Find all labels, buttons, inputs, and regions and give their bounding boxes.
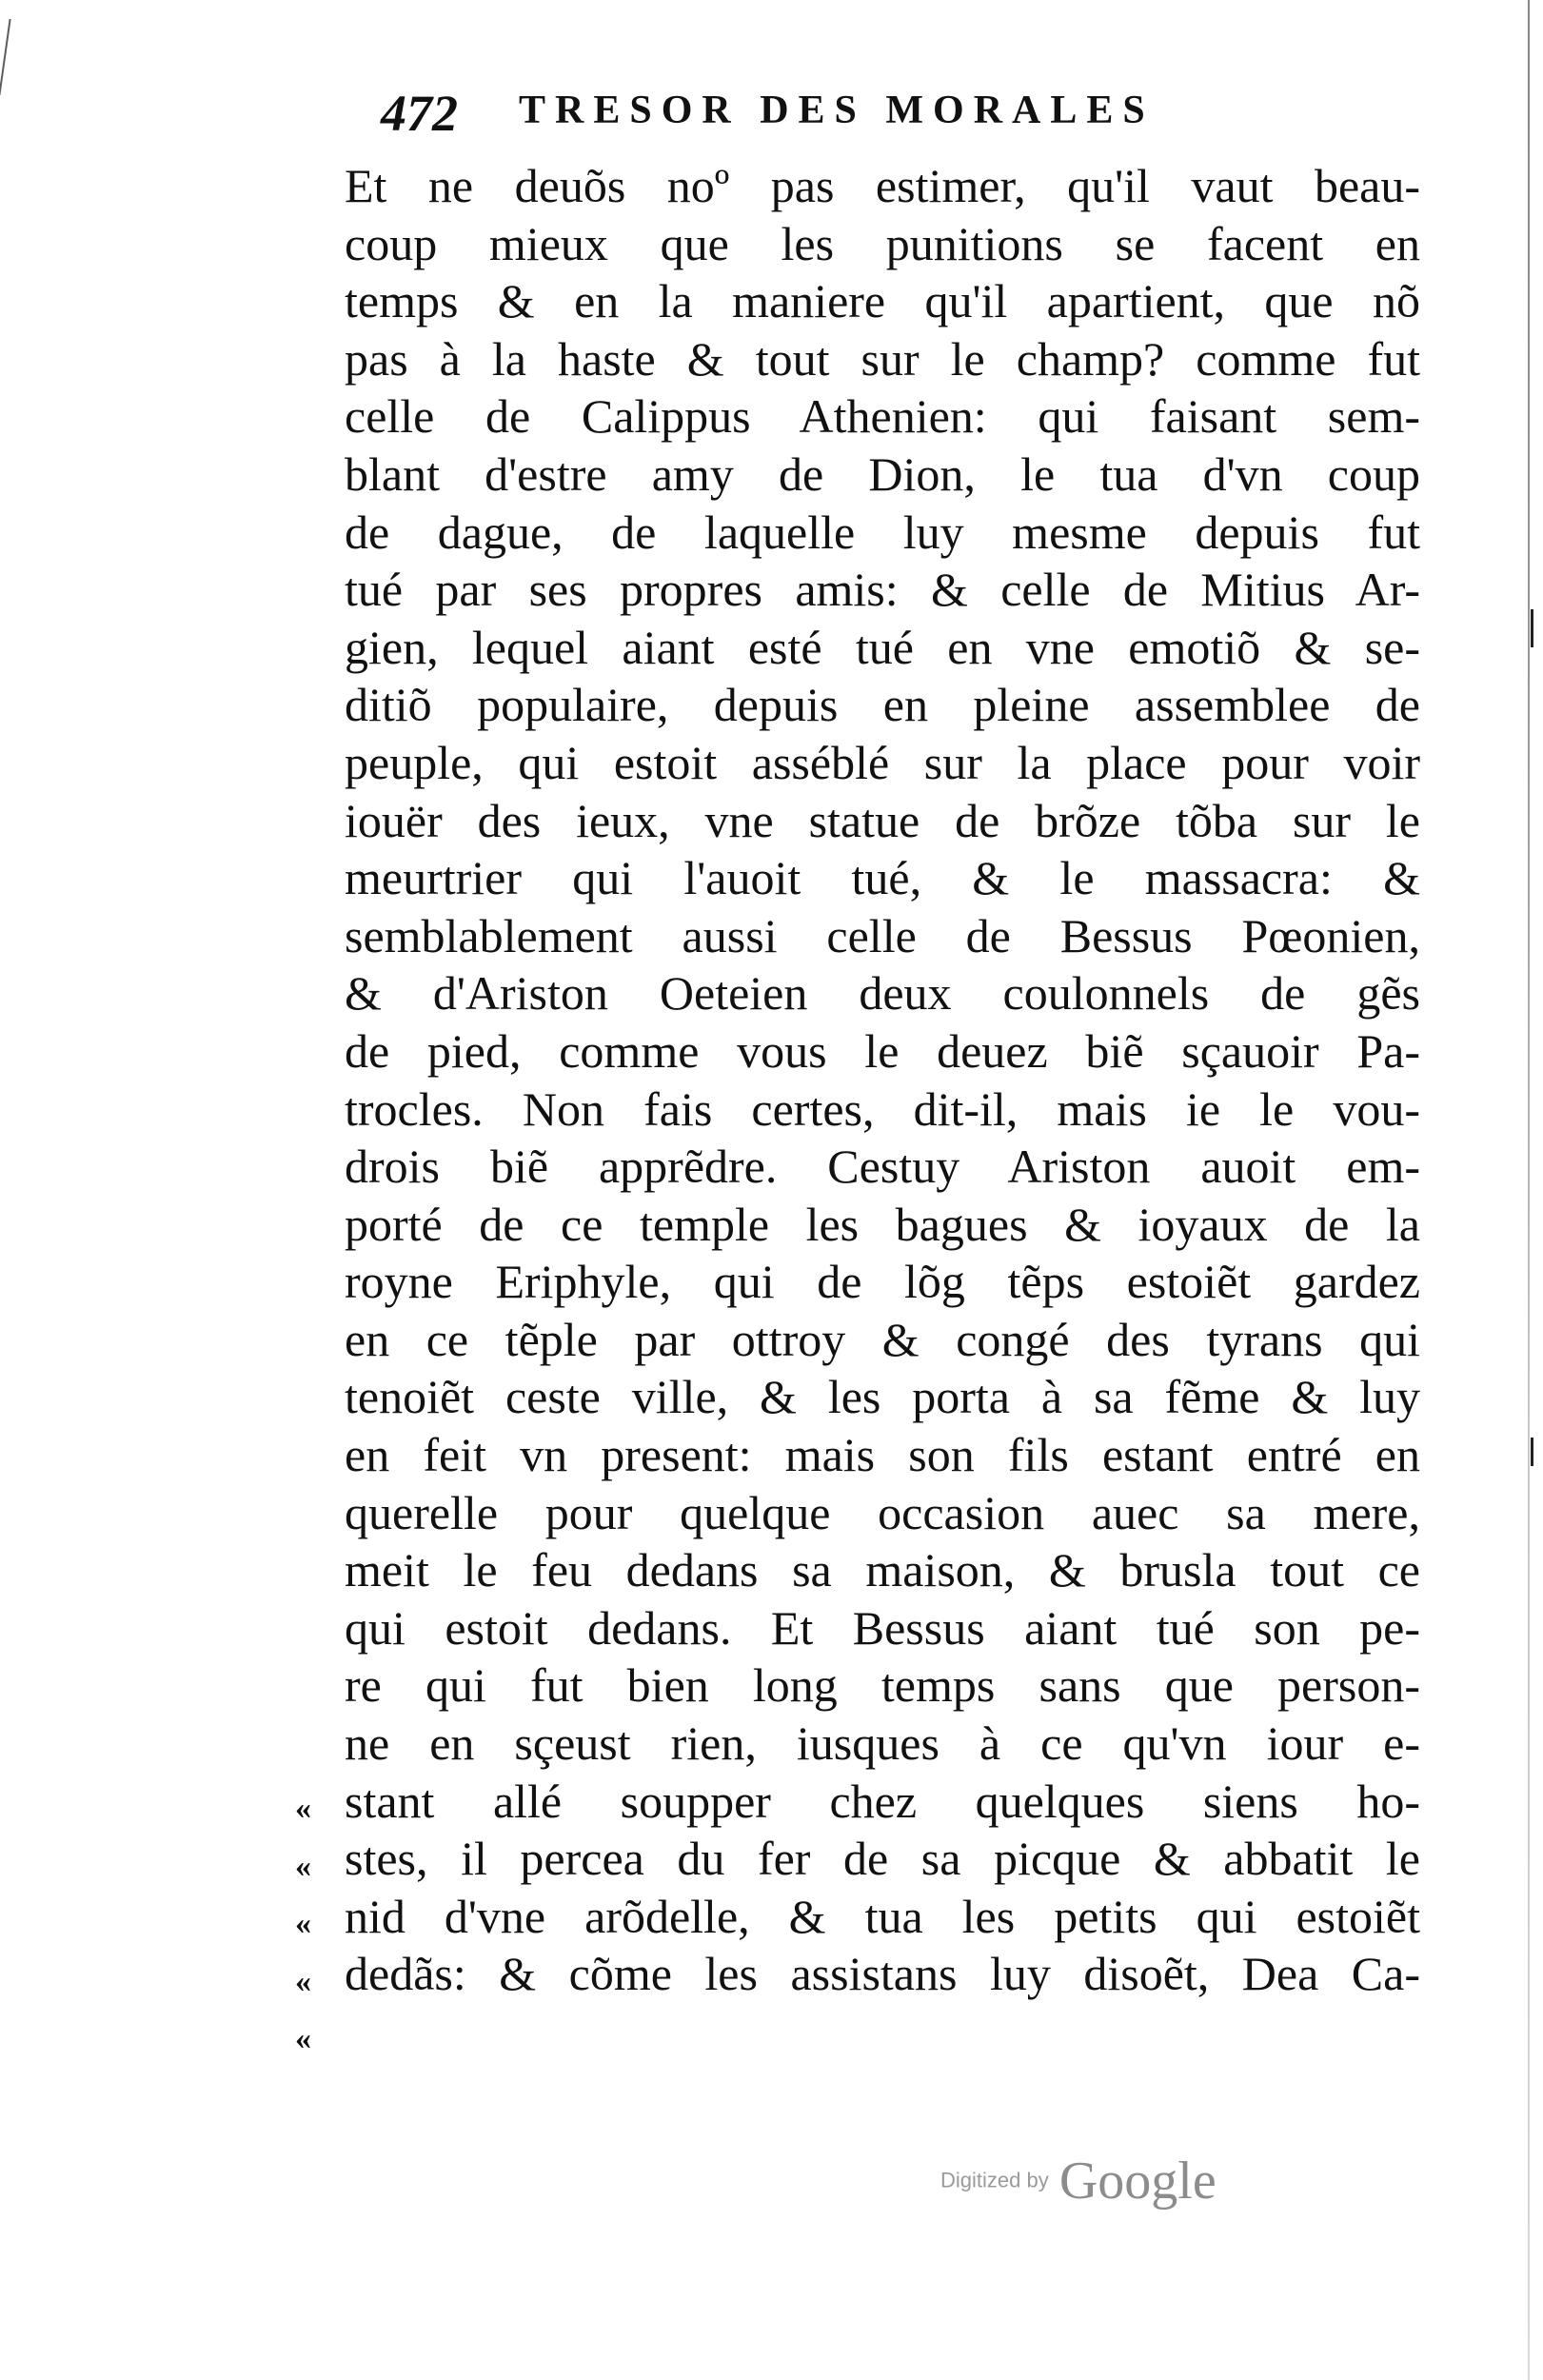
text-line: tué par ses propres amis: & celle de Mitius Ar- [345,563,1420,617]
text-line: stes, il percea du fer de sa picque & abbatit le [345,1832,1420,1886]
scan-mark [1531,609,1533,647]
quote-mark: « [295,2021,311,2057]
text-line: & d'Ariston Oeteien deux coulonnels de gẽs [345,966,1420,1021]
body-text [345,157,1420,2003]
quote-mark: « [295,1848,311,1884]
quote-mark: « [295,1963,311,1999]
text-line: de pied, comme vous le deuez biẽ sçauoir Pa- [345,1023,1420,1078]
text-line: semblablement aussi celle de Bessus Pœonien, [345,908,1420,962]
text-line: stant allé soupper chez quelques siens ho- [345,1774,1420,1828]
text-line: ditiõ populaire, depuis en pleine assemblee de [345,678,1420,732]
running-head: TRESOR DES MORALES [519,89,1155,132]
text-line: peuple, qui estoit asséblé sur la place pour voir [345,735,1420,789]
text-line: drois biẽ apprẽdre. Cestuy Ariston auoit em- [345,1140,1420,1194]
page-header [381,84,1428,160]
text-line: en feit vn present: mais son fils estant entré en [345,1428,1420,1482]
text-line: en ce tẽple par ottroy & congé des tyrans qui [345,1312,1420,1366]
text-line: temps & en la maniere qu'il apartient, que nõ [345,274,1420,328]
watermark-prefix: Digitized by [940,2168,1049,2192]
text-line: meit le feu dedans sa maison, & brusla tout ce [345,1543,1420,1597]
text-line: nid d'vne arõdelle, & tua les petits qui estoiẽt [345,1889,1420,1943]
text-line: porté de ce temple les bagues & ioyaux de la [345,1197,1420,1251]
quote-mark: « [295,1906,311,1942]
text-line: royne Eriphyle, qui de lõg tẽps estoiẽt gardez [345,1255,1420,1309]
text-line: celle de Calippus Athenien: qui faisant sem- [345,389,1420,444]
scan-edge-artifact [0,19,15,95]
text-line: querelle pour quelque occasion auec sa mere, [345,1485,1420,1539]
page-number: 472 [381,85,458,142]
quote-mark: « [295,1791,311,1826]
text-line: iouër des ieux, vne statue de brõze tõba sur le [345,793,1420,847]
text-line: Et ne deuõs noº pas estimer, qu'il vaut beau- [345,159,1420,212]
text-line: meurtrier qui l'auoit tué, & le massacra: & [345,851,1420,905]
google-logo: Google [1058,2151,1217,2211]
text-line: gien, lequel aiant esté tué en vne emotiõ & se- [345,620,1420,674]
text-line: de dague, de laquelle luy mesme depuis fut [345,505,1420,559]
text-line: dedãs: & cõme les assistans luy disoẽt, Dea Ca- [345,1947,1420,2001]
text-line: pas à la haste & tout sur le champ? comme fut [345,331,1420,386]
scan-mark [1531,1438,1533,1466]
marginal-quote-marks [295,1780,333,2069]
text-line: trocles. Non fais certes, dit-il, mais ie le vou- [345,1081,1420,1136]
text-line: re qui fut bien long temps sans que person- [345,1658,1420,1713]
page-gutter-shadow [1528,0,1530,2380]
text-line: ne en sçeust rien, iusques à ce qu'vn iour e- [345,1716,1420,1771]
text-line: tenoiẽt ceste ville, & les porta à sa fẽme & luy [345,1370,1420,1424]
digitization-watermark [940,2147,1217,2213]
text-line: coup mieux que les punitions se facent en [345,216,1420,270]
text-line: qui estoit dedans. Et Bessus aiant tué son pe- [345,1600,1420,1655]
text-line: blant d'estre amy de Dion, le tua d'vn coup [345,446,1420,501]
